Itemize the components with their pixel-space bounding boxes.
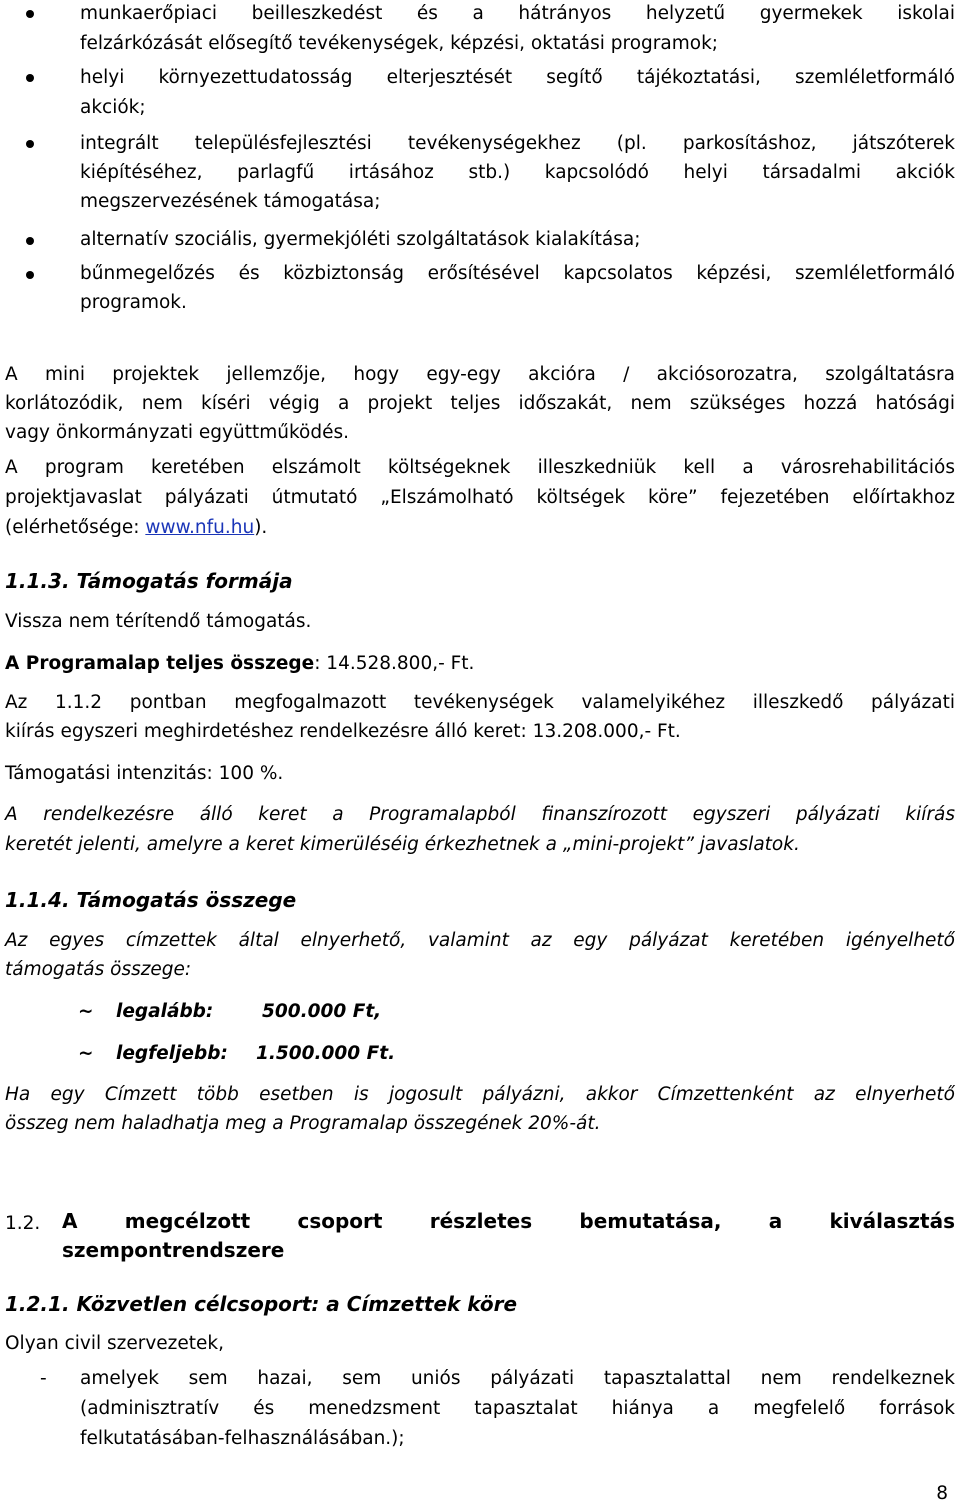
bullet-icon: [26, 10, 34, 18]
paragraph-line: A rendelkezésre álló keret a Programalapból finanszírozott egyszeri pályázati kiírás: [5, 804, 955, 825]
amount-max-value: 1.500.000 Ft.: [256, 1043, 396, 1064]
list-item: munkaerőpiaci beilleszkedést és a hátrányos helyzetű gyermekek iskolai: [80, 3, 955, 24]
intensity-text: Támogatási intenzitás: 100 %.: [5, 763, 284, 784]
section-heading-1-1-3: 1.1.3. Támogatás formája: [5, 569, 293, 593]
list-item: felkutatásában-felhasználásában.);: [80, 1428, 405, 1449]
paragraph-line: A program keretében elszámolt költségeknek illeszkedniük kell a városrehabilitációs: [5, 457, 955, 478]
bullet-icon: [26, 74, 34, 82]
section-heading-1-2-cont: szempontrendszere: [62, 1238, 285, 1262]
list-item: amelyek sem hazai, sem uniós pályázati tapasztalattal nem rendelkeznek: [80, 1368, 955, 1389]
dash-marker: -: [40, 1368, 47, 1389]
paragraph-line: vagy önkormányzati együttműködés.: [5, 422, 349, 443]
amount-min-value: 500.000 Ft,: [262, 1001, 382, 1022]
bullet-icon: [26, 237, 34, 245]
programalap-total: A Programalap teljes összege: 14.528.800,- Ft.: [5, 653, 475, 674]
section-heading-1-2-1: 1.2.1. Közvetlen célcsoport: a Címzettek köre: [5, 1292, 518, 1316]
paragraph-line: kiírás egyszeri meghirdetéshez rendelkezésre álló keret: 13.208.000,- Ft.: [5, 721, 681, 742]
list-item: programok.: [80, 292, 187, 313]
list-item: felzárkózását elősegítő tevékenységek, képzési, oktatási programok;: [80, 33, 719, 54]
bullet-icon: [26, 271, 34, 279]
list-item: akciók;: [80, 97, 146, 118]
paragraph-line: (elérhetősége: www.nfu.hu).: [5, 517, 268, 538]
amount-max-label: legfeljebb:: [116, 1043, 228, 1064]
list-item: helyi környezettudatosság elterjesztését segítő tájékoztatási, szemléletformáló: [80, 67, 955, 88]
section-number-1-2: 1.2.: [5, 1213, 41, 1234]
list-item: integrált településfejlesztési tevékenységekhez (pl. parkosításhoz, játszóterek: [80, 133, 955, 154]
paragraph-line: összeg nem haladhatja meg a Programalap összegének 20%-át.: [5, 1113, 601, 1134]
section-heading-1-1-4: 1.1.4. Támogatás összege: [5, 888, 297, 912]
paragraph-line: Az 1.1.2 pontban megfogalmazott tevékenységek valamelyikéhez illeszkedő pályázati: [5, 692, 955, 713]
paragraph-line: Ha egy Címzett több esetben is jogosult pályázni, akkor Címzettenként az elnyerhető: [5, 1084, 955, 1105]
list-item: (adminisztratív és menedzsment tapasztalat hiánya a megfelelő források: [80, 1398, 955, 1419]
paragraph-line: A mini projektek jellemzője, hogy egy-egy akcióra / akciósorozatra, szolgáltatásra: [5, 364, 955, 385]
paragraph-line: Az egyes címzettek által elnyerhető, valamint az egy pályázat keretében igényelhető: [5, 930, 955, 951]
amount-min-label: legalább:: [116, 1001, 214, 1022]
page-number: 8: [936, 1483, 948, 1504]
list-item: kiépítéséhez, parlagfű irtásához stb.) kapcsolódó helyi társadalmi akciók: [80, 162, 955, 183]
tilde-marker: ~: [78, 1001, 94, 1022]
list-item: megszervezésének támogatása;: [80, 191, 381, 212]
paragraph-line: támogatás összege:: [5, 959, 192, 980]
bullet-icon: [26, 140, 34, 148]
tilde-marker: ~: [78, 1043, 94, 1064]
paragraph-line: projektjavaslat pályázati útmutató „Elszámolható költségek köre” fejezetében előírtakhoz: [5, 487, 955, 508]
paragraph-line: keretét jelenti, amelyre a keret kimerüléséig érkezhetnek a „mini-projekt” javaslatok.: [5, 834, 800, 855]
list-item: alternatív szociális, gyermekjóléti szolgáltatások kialakítása;: [80, 229, 641, 250]
support-form-text: Vissza nem térítendő támogatás.: [5, 611, 312, 632]
nfu-link[interactable]: www.nfu.hu: [145, 517, 255, 538]
paragraph-line: korlátozódik, nem kíséri végig a projekt teljes időszakát, nem szükséges hozzá hatósági: [5, 393, 955, 414]
paragraph-line: Olyan civil szervezetek,: [5, 1333, 225, 1354]
list-item: bűnmegelőzés és közbiztonság erősítésével kapcsolatos képzési, szemléletformáló: [80, 263, 955, 284]
section-heading-1-2: A megcélzott csoport részletes bemutatása, a kiválasztás: [62, 1209, 955, 1233]
